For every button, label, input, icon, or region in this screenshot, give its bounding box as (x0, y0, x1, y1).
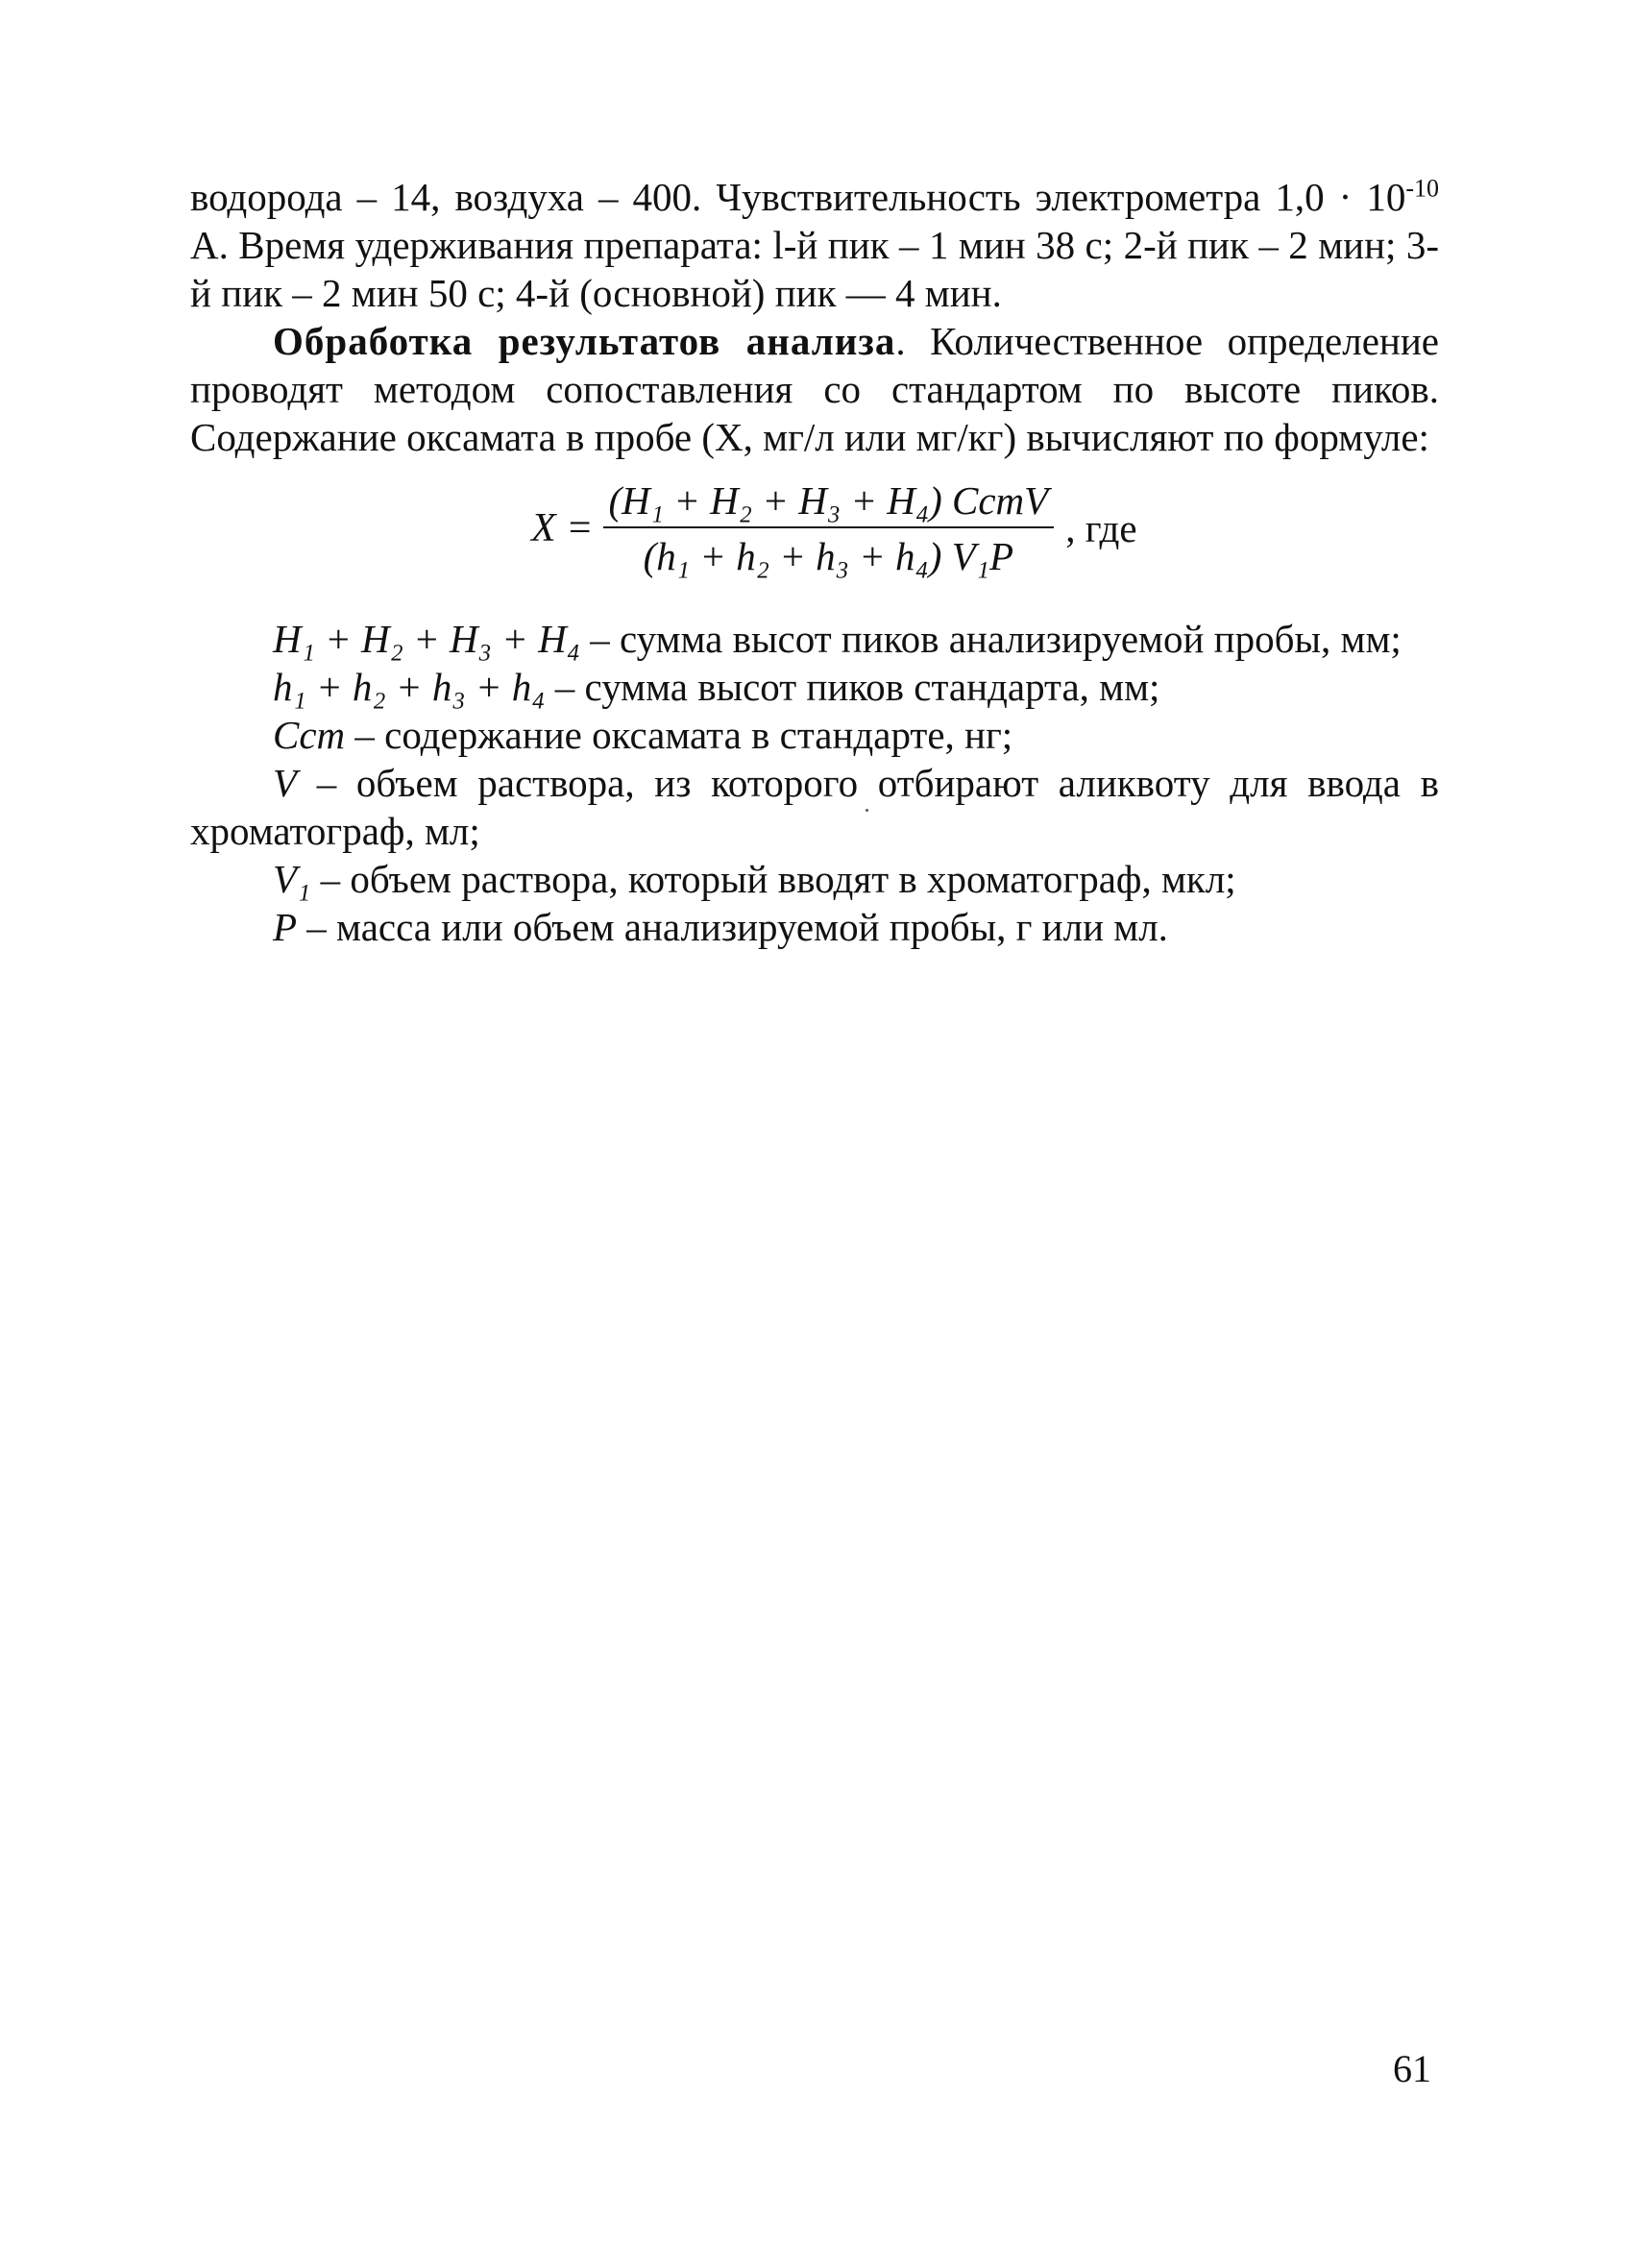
definition-item (190, 855, 1439, 903)
definition-item (190, 663, 1439, 711)
definition-item (190, 711, 1439, 759)
paragraph-conditions (190, 173, 1439, 317)
definition-symbol: V (273, 761, 298, 805)
formula-fraction (603, 476, 1055, 580)
definition-item (190, 615, 1439, 663)
definition-symbol: Cст (273, 713, 346, 757)
exponent: -10 (1405, 174, 1439, 203)
formula-block (190, 471, 1439, 615)
definition-symbol: P (273, 905, 298, 949)
section-heading: Обработка результатов анализа (273, 319, 896, 363)
definition-text: – сумма высот пиков анализируемой пробы, мм; (579, 617, 1402, 661)
scan-speck (866, 809, 868, 812)
paragraph-processing (190, 317, 1439, 461)
retention-times: Время удерживания препарата: l-й пик – 1 мин 38 с; 2-й пик – 2 мин; 3-й пик – 2 мин 50 с; 4-й (основной) пик — 4 мин. (190, 223, 1440, 315)
conditions-line-start: водорода – 14, воздуха – 400. Чувствительность электрометра 1,0 · 10 (190, 175, 1406, 219)
definition-text: – содержание оксамата в стандарте, нг; (345, 713, 1013, 757)
definition-text: – объем раствора, который вводят в хроматограф, мкл; (310, 857, 1236, 901)
processing-text: . Количественное определение проводят методом сопоставления со стандартом по высоте пиков. Содержание оксамата в пробе (X, мг/л или мг/кг) вычисляют по формуле: (190, 319, 1439, 459)
definition-symbol: V₁ (273, 857, 311, 901)
definition-item (190, 759, 1439, 855)
conditions-line-end: А. (190, 223, 229, 267)
definition-item (190, 903, 1439, 951)
document-page (190, 173, 1439, 951)
formula (531, 476, 1137, 580)
definition-text: – объем раствора, из которого отбирают аликвоту для ввода в хроматограф, мл; (190, 761, 1439, 853)
page-number: 61 (1393, 2047, 1431, 2090)
formula-where: , где (1065, 506, 1137, 550)
formula-lhs: X = (531, 506, 594, 550)
definition-text: – масса или объем анализируемой пробы, г или мл. (297, 905, 1168, 949)
formula-denominator: (h₁ + h₂ + h₃ + h₄) V₁P (643, 534, 1014, 578)
definition-symbol: H₁ + H₂ + H₃ + H₄ (273, 617, 580, 661)
definition-text: – сумма высот пиков стандарта, мм; (545, 665, 1160, 709)
formula-numerator: (H₁ + H₂ + H₃ + H₄) CстV (608, 478, 1049, 523)
definition-symbol: h₁ + h₂ + h₃ + h₄ (273, 665, 546, 709)
